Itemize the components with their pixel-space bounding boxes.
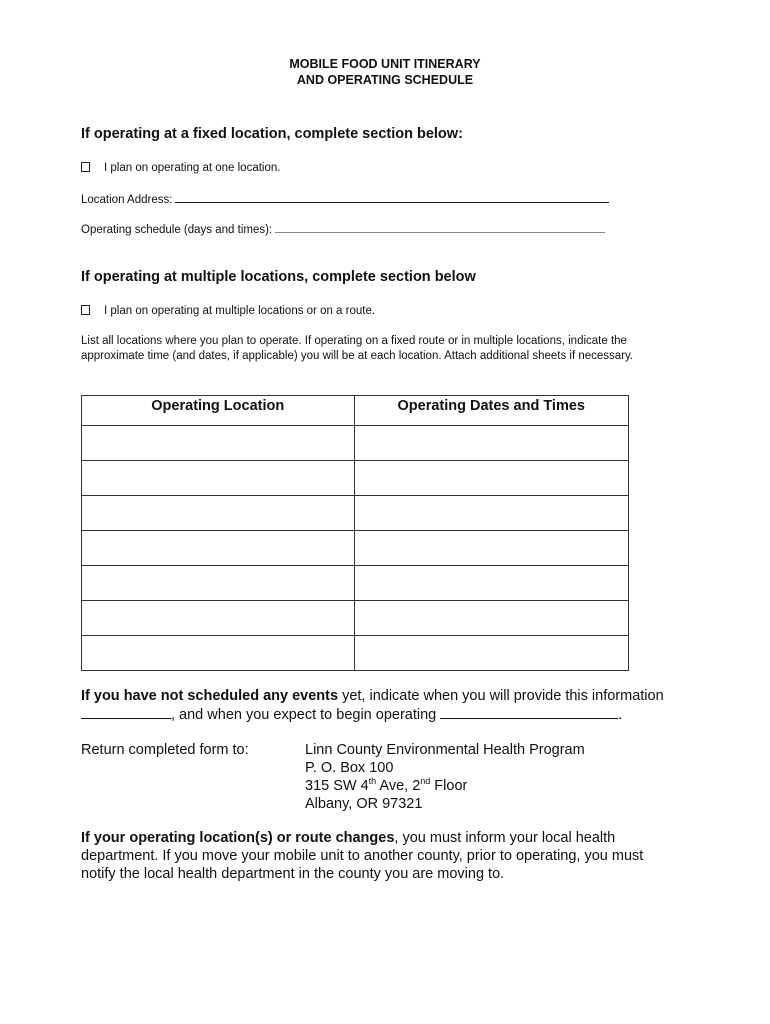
dates-cell[interactable] xyxy=(354,566,629,601)
table-row xyxy=(82,531,629,566)
table-header-row xyxy=(82,396,629,426)
form-title xyxy=(0,56,770,88)
instructions-line1: List all locations where you plan to operate. If operating on a fixed route or in multiple locations, indicate the xyxy=(81,335,627,347)
itinerary-table xyxy=(81,395,629,671)
events-line1 xyxy=(81,687,701,705)
events-text-part1: yet, indicate when you will provide this information xyxy=(338,688,664,704)
events-bold-lead: If you have not scheduled any events xyxy=(81,688,339,704)
operating-location-header: Operating Location xyxy=(82,396,355,426)
fixed-location-checkbox-label: I plan on operating at one location. xyxy=(104,162,281,174)
location-cell[interactable] xyxy=(82,496,355,531)
location-address-row xyxy=(81,191,609,208)
return-address xyxy=(305,741,585,813)
location-address-label: Location Address: xyxy=(81,194,173,206)
operating-dates-header: Operating Dates and Times xyxy=(354,396,629,426)
multiple-location-checkbox[interactable] xyxy=(81,305,90,315)
changes-line1 xyxy=(81,829,701,847)
dates-cell[interactable] xyxy=(354,496,629,531)
fixed-section-heading: If operating at a fixed location, complete section below: xyxy=(81,126,463,142)
dates-cell[interactable] xyxy=(354,461,629,496)
location-cell[interactable] xyxy=(82,601,355,636)
table-row xyxy=(82,426,629,461)
street-prefix: 315 SW 4 xyxy=(305,778,369,794)
location-cell[interactable] xyxy=(82,566,355,601)
street-sup1: th xyxy=(368,776,377,786)
return-label: Return completed form to: xyxy=(81,742,249,758)
multiple-location-checkbox-row[interactable] xyxy=(81,304,375,319)
location-cell[interactable] xyxy=(82,461,355,496)
dates-cell[interactable] xyxy=(354,601,629,636)
table-row xyxy=(82,566,629,601)
return-city: Albany, OR 97321 xyxy=(305,796,423,812)
events-text-part2: , and when you expect to begin operating xyxy=(171,707,437,723)
dates-cell[interactable] xyxy=(354,636,629,671)
return-street xyxy=(305,777,585,795)
street-suffix: Floor xyxy=(430,778,468,794)
multiple-location-checkbox-label: I plan on operating at multiple locations or on a route. xyxy=(104,305,376,317)
location-cell[interactable] xyxy=(82,636,355,671)
operating-schedule-field[interactable] xyxy=(275,221,605,233)
table-row xyxy=(82,496,629,531)
events-text-end: . xyxy=(618,707,623,723)
location-cell[interactable] xyxy=(82,531,355,566)
events-line2 xyxy=(81,705,701,724)
dates-cell[interactable] xyxy=(354,426,629,461)
fixed-location-checkbox[interactable] xyxy=(81,162,90,172)
changes-bold-lead: If your operating location(s) or route changes xyxy=(81,830,395,846)
location-address-field[interactable] xyxy=(175,191,609,203)
table-row xyxy=(82,461,629,496)
operating-schedule-label: Operating schedule (days and times): xyxy=(81,224,273,236)
street-mid: Ave, 2 xyxy=(376,778,421,794)
instructions-line2: approximate time (and dates, if applicable) you will be at each location. Attach additional sheets if necessary. xyxy=(81,350,634,362)
changes-line1-rest: , you must inform your local health xyxy=(394,830,616,846)
table-row xyxy=(82,601,629,636)
changes-paragraph xyxy=(81,829,701,883)
multiple-section-heading: If operating at multiple locations, complete section below xyxy=(81,269,476,285)
return-org: Linn County Environmental Health Program xyxy=(305,742,585,758)
begin-operating-field[interactable] xyxy=(440,705,618,719)
form-title-line2: AND OPERATING SCHEDULE xyxy=(296,73,474,87)
multiple-section-instructions xyxy=(81,334,691,364)
operating-schedule-row xyxy=(81,221,605,238)
changes-line3: notify the local health department in the county you are moving to. xyxy=(81,866,505,882)
info-date-field[interactable] xyxy=(81,705,171,719)
fixed-location-checkbox-row[interactable] xyxy=(81,161,280,176)
dates-cell[interactable] xyxy=(354,531,629,566)
form-title-line1: MOBILE FOOD UNIT ITINERARY xyxy=(289,57,481,71)
street-sup2: nd xyxy=(420,776,431,786)
events-paragraph xyxy=(81,687,701,724)
return-po-box: P. O. Box 100 xyxy=(305,760,394,776)
changes-line2: department. If you move your mobile unit to another county, prior to operating, you must xyxy=(81,848,644,864)
location-cell[interactable] xyxy=(82,426,355,461)
table-row xyxy=(82,636,629,671)
